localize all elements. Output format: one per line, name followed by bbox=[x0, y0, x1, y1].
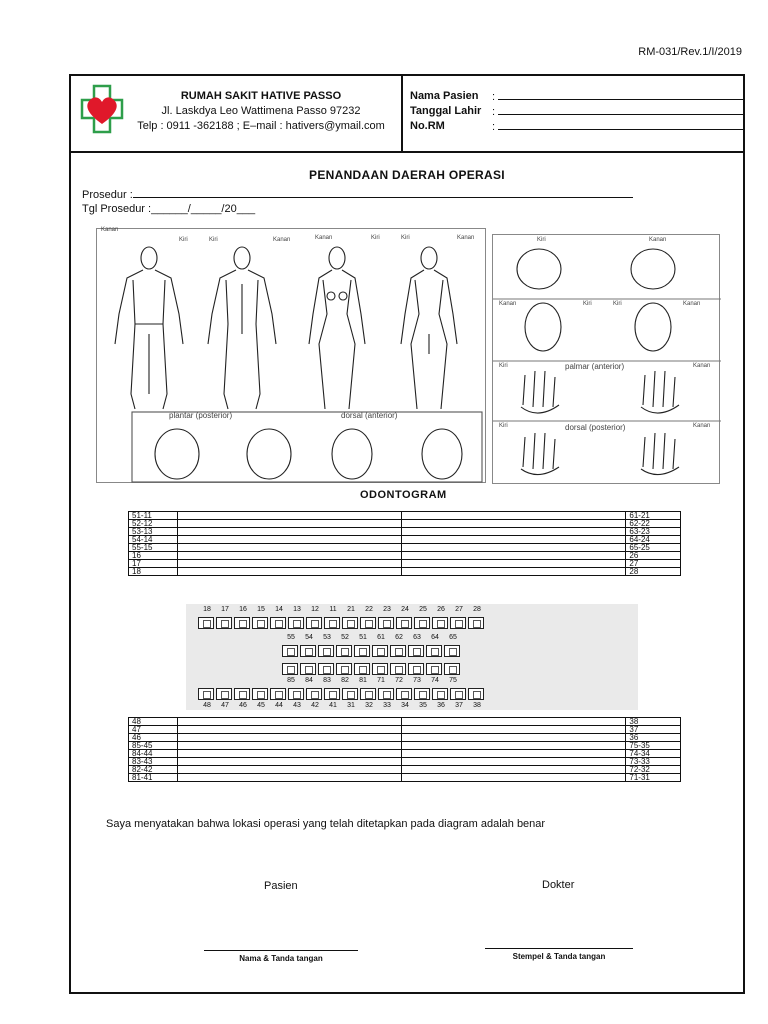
procedure-field[interactable] bbox=[82, 188, 633, 201]
tooth-31[interactable] bbox=[342, 688, 358, 700]
tooth-23[interactable] bbox=[378, 617, 394, 629]
tooth-entry-cell[interactable] bbox=[177, 528, 401, 536]
tooth-entry-cell[interactable] bbox=[402, 560, 626, 568]
tooth-code-cell: 82-42 bbox=[129, 766, 178, 774]
procedure-label: Prosedur : bbox=[82, 189, 133, 201]
tooth-number: 72 bbox=[395, 677, 403, 684]
tooth-number: 32 bbox=[365, 702, 373, 709]
document-code: RM-031/Rev.1/I/2019 bbox=[638, 46, 742, 58]
form-title: PENANDAAN DAERAH OPERASI bbox=[309, 168, 505, 182]
tooth-number: 21 bbox=[347, 606, 355, 613]
table-row bbox=[129, 774, 681, 782]
tooth-entry-cell[interactable] bbox=[177, 544, 401, 552]
tooth-entry-cell[interactable] bbox=[177, 512, 401, 520]
tooth-number: 17 bbox=[221, 606, 229, 613]
tooth-13[interactable] bbox=[288, 617, 304, 629]
tooth-number: 61 bbox=[377, 634, 385, 641]
tooth-entry-cell[interactable] bbox=[177, 718, 401, 726]
label-right: Kanan bbox=[101, 227, 119, 233]
tooth-number: 53 bbox=[323, 634, 331, 641]
tooth-14[interactable] bbox=[270, 617, 286, 629]
tooth-44[interactable] bbox=[270, 688, 286, 700]
birth-date-field[interactable] bbox=[492, 105, 744, 118]
tooth-52[interactable] bbox=[336, 645, 352, 657]
tooth-code-cell: 17 bbox=[129, 560, 178, 568]
tooth-27[interactable] bbox=[450, 617, 466, 629]
tooth-code-cell: 52-12 bbox=[129, 520, 178, 528]
label-left: Kiri bbox=[499, 363, 508, 369]
tooth-84[interactable] bbox=[300, 663, 316, 675]
tooth-41[interactable] bbox=[324, 688, 340, 700]
tooth-number: 24 bbox=[401, 606, 409, 613]
tooth-code-cell: 74-34 bbox=[626, 750, 681, 758]
tooth-code-cell: 54-14 bbox=[129, 536, 178, 544]
tooth-code-cell: 36 bbox=[626, 734, 681, 742]
doctor-signature-line[interactable] bbox=[485, 948, 633, 949]
tooth-number: 15 bbox=[257, 606, 265, 613]
tooth-64[interactable] bbox=[426, 645, 442, 657]
tooth-number: 83 bbox=[323, 677, 331, 684]
tooth-entry-cell[interactable] bbox=[177, 520, 401, 528]
tooth-38[interactable] bbox=[468, 688, 484, 700]
odontogram-title: ODONTOGRAM bbox=[360, 489, 447, 501]
tooth-number: 85 bbox=[287, 677, 295, 684]
tooth-entry-cell[interactable] bbox=[402, 742, 626, 750]
tooth-number: 42 bbox=[311, 702, 319, 709]
tooth-code-cell: 72-32 bbox=[626, 766, 681, 774]
tooth-number: 33 bbox=[383, 702, 391, 709]
patient-signature-line[interactable] bbox=[204, 950, 358, 951]
table-row bbox=[129, 742, 681, 750]
tooth-number: 37 bbox=[455, 702, 463, 709]
tooth-number: 14 bbox=[275, 606, 283, 613]
label-left: Kiri bbox=[179, 237, 188, 243]
tooth-code-cell: 28 bbox=[626, 568, 681, 576]
field-separator: : bbox=[492, 121, 496, 133]
tooth-42[interactable] bbox=[306, 688, 322, 700]
tooth-entry-cell[interactable] bbox=[177, 750, 401, 758]
tooth-code-cell: 65-25 bbox=[626, 544, 681, 552]
patient-name-label: Nama Pasien bbox=[410, 90, 479, 102]
tooth-number: 41 bbox=[329, 702, 337, 709]
table-row bbox=[129, 536, 681, 544]
tooth-81[interactable] bbox=[354, 663, 370, 675]
tooth-18[interactable] bbox=[198, 617, 214, 629]
tooth-33[interactable] bbox=[378, 688, 394, 700]
dorsal-anterior-label: dorsal (anterior) bbox=[341, 411, 398, 420]
table-row bbox=[129, 528, 681, 536]
tooth-number: 47 bbox=[221, 702, 229, 709]
tooth-26[interactable] bbox=[432, 617, 448, 629]
tooth-83[interactable] bbox=[318, 663, 334, 675]
table-row bbox=[129, 766, 681, 774]
statement: Saya menyatakan bahwa lokasi operasi yang telah ditetapkan pada diagram adalah benar bbox=[106, 818, 546, 830]
table-row bbox=[129, 512, 681, 520]
tooth-number: 16 bbox=[239, 606, 247, 613]
head-hand-diagram[interactable] bbox=[492, 234, 720, 484]
tooth-34[interactable] bbox=[396, 688, 412, 700]
label-left: Kiri bbox=[537, 237, 546, 243]
tooth-code-cell: 75-35 bbox=[626, 742, 681, 750]
tooth-entry-cell[interactable] bbox=[177, 734, 401, 742]
tooth-code-cell: 16 bbox=[129, 552, 178, 560]
tooth-28[interactable] bbox=[468, 617, 484, 629]
medical-record-field[interactable] bbox=[492, 120, 744, 133]
tooth-code-cell: 27 bbox=[626, 560, 681, 568]
tooth-entry-cell[interactable] bbox=[402, 568, 626, 576]
tooth-code-cell: 53-13 bbox=[129, 528, 178, 536]
tooth-number: 18 bbox=[203, 606, 211, 613]
palmar-label: palmar (anterior) bbox=[565, 362, 625, 371]
birth-date-label: Tanggal Lahir bbox=[410, 105, 482, 117]
tooth-entry-cell[interactable] bbox=[402, 520, 626, 528]
tooth-code-cell: 37 bbox=[626, 726, 681, 734]
tooth-number: 45 bbox=[257, 702, 265, 709]
doctor-signature-caption: Stempel & Tanda tangan bbox=[512, 952, 606, 961]
label-left: Kiri bbox=[209, 237, 218, 243]
tooth-72[interactable] bbox=[390, 663, 406, 675]
tooth-entry-cell[interactable] bbox=[402, 718, 626, 726]
tooth-number: 36 bbox=[437, 702, 445, 709]
tooth-code-cell: 81-41 bbox=[129, 774, 178, 782]
tooth-number: 48 bbox=[203, 702, 211, 709]
tooth-53[interactable] bbox=[318, 645, 334, 657]
tooth-entry-cell[interactable] bbox=[177, 568, 401, 576]
tooth-entry-cell[interactable] bbox=[402, 758, 626, 766]
tooth-number: 44 bbox=[275, 702, 283, 709]
tooth-35[interactable] bbox=[414, 688, 430, 700]
tooth-61[interactable] bbox=[372, 645, 388, 657]
tooth-code-cell: 38 bbox=[626, 718, 681, 726]
patient-label: Pasien bbox=[264, 880, 298, 892]
label-left: Kiri bbox=[583, 301, 592, 307]
tooth-21[interactable] bbox=[342, 617, 358, 629]
label-right: Kanan bbox=[273, 237, 291, 243]
hospital-name: RUMAH SAKIT HATIVE PASSO bbox=[180, 90, 342, 102]
tooth-46[interactable] bbox=[234, 688, 250, 700]
tooth-55[interactable] bbox=[282, 645, 298, 657]
tooth-number: 28 bbox=[473, 606, 481, 613]
tooth-63[interactable] bbox=[408, 645, 424, 657]
tooth-12[interactable] bbox=[306, 617, 322, 629]
hospital-contact: Telp : 0911 -362188 ; E–mail : hativers@ymail.com bbox=[137, 120, 385, 132]
body-diagram[interactable] bbox=[96, 228, 486, 483]
tooth-number: 51 bbox=[359, 634, 367, 641]
tooth-entry-cell[interactable] bbox=[177, 774, 401, 782]
label-right: Kanan bbox=[693, 363, 711, 369]
label-left: Kiri bbox=[401, 235, 410, 241]
tooth-entry-cell[interactable] bbox=[402, 750, 626, 758]
table-row bbox=[129, 750, 681, 758]
upper-teeth-table bbox=[128, 511, 681, 576]
tooth-entry-cell[interactable] bbox=[177, 742, 401, 750]
tooth-code-cell: 63-23 bbox=[626, 528, 681, 536]
tooth-code-cell: 55-15 bbox=[129, 544, 178, 552]
tooth-entry-cell[interactable] bbox=[177, 552, 401, 560]
tooth-54[interactable] bbox=[300, 645, 316, 657]
tooth-code-cell: 61-21 bbox=[626, 512, 681, 520]
table-row bbox=[129, 758, 681, 766]
tooth-entry-cell[interactable] bbox=[402, 544, 626, 552]
tooth-code-cell: 62-22 bbox=[626, 520, 681, 528]
tooth-entry-cell[interactable] bbox=[177, 536, 401, 544]
tooth-number: 55 bbox=[287, 634, 295, 641]
tooth-82[interactable] bbox=[336, 663, 352, 675]
tooth-16[interactable] bbox=[234, 617, 250, 629]
table-row bbox=[129, 734, 681, 742]
tooth-74[interactable] bbox=[426, 663, 442, 675]
tooth-number: 81 bbox=[359, 677, 367, 684]
tooth-62[interactable] bbox=[390, 645, 406, 657]
hospital-logo bbox=[80, 84, 124, 134]
tooth-code-cell: 46 bbox=[129, 734, 178, 742]
tooth-75[interactable] bbox=[444, 663, 460, 675]
tooth-number: 11 bbox=[329, 606, 337, 613]
tooth-number: 43 bbox=[293, 702, 301, 709]
tooth-number: 46 bbox=[239, 702, 247, 709]
tooth-number: 27 bbox=[455, 606, 463, 613]
tooth-number: 84 bbox=[305, 677, 313, 684]
procedure-date[interactable]: Tgl Prosedur :______/_____/20___ bbox=[82, 203, 256, 215]
tooth-number: 34 bbox=[401, 702, 409, 709]
tooth-37[interactable] bbox=[450, 688, 466, 700]
plantar-label: plantar (posterior) bbox=[169, 411, 233, 420]
table-row bbox=[129, 560, 681, 568]
tooth-number: 13 bbox=[293, 606, 301, 613]
hospital-address: Jl. Laskdya Leo Wattimena Passo 97232 bbox=[161, 105, 361, 117]
tooth-number: 52 bbox=[341, 634, 349, 641]
table-row bbox=[129, 520, 681, 528]
tooth-number: 31 bbox=[347, 702, 355, 709]
tooth-number: 73 bbox=[413, 677, 421, 684]
tooth-24[interactable] bbox=[396, 617, 412, 629]
dorsal-posterior-label: dorsal (posterior) bbox=[565, 423, 626, 432]
tooth-45[interactable] bbox=[252, 688, 268, 700]
tooth-entry-cell[interactable] bbox=[402, 528, 626, 536]
patient-name-field[interactable] bbox=[492, 90, 744, 103]
header-divider bbox=[69, 151, 745, 153]
tooth-entry-cell[interactable] bbox=[402, 536, 626, 544]
table-row bbox=[129, 726, 681, 734]
patient-signature-caption: Nama & Tanda tangan bbox=[239, 954, 323, 963]
tooth-entry-cell[interactable] bbox=[402, 512, 626, 520]
tooth-number: 63 bbox=[413, 634, 421, 641]
tooth-entry-cell[interactable] bbox=[177, 560, 401, 568]
table-row bbox=[129, 568, 681, 576]
table-row bbox=[129, 544, 681, 552]
label-right: Kanan bbox=[683, 301, 701, 307]
tooth-number: 35 bbox=[419, 702, 427, 709]
tooth-number: 82 bbox=[341, 677, 349, 684]
tooth-32[interactable] bbox=[360, 688, 376, 700]
tooth-number: 54 bbox=[305, 634, 313, 641]
tooth-85[interactable] bbox=[282, 663, 298, 675]
label-left: Kiri bbox=[613, 301, 622, 307]
tooth-15[interactable] bbox=[252, 617, 268, 629]
field-separator: : bbox=[492, 106, 496, 118]
label-right: Kanan bbox=[693, 423, 711, 429]
tooth-entry-cell[interactable] bbox=[402, 552, 626, 560]
tooth-number: 25 bbox=[419, 606, 427, 613]
tooth-code-cell: 48 bbox=[129, 718, 178, 726]
tooth-code-cell: 71-31 bbox=[626, 774, 681, 782]
tooth-code-cell: 64-24 bbox=[626, 536, 681, 544]
tooth-entry-cell[interactable] bbox=[402, 726, 626, 734]
tooth-51[interactable] bbox=[354, 645, 370, 657]
label-left: Kiri bbox=[499, 423, 508, 429]
label-right: Kanan bbox=[315, 235, 333, 241]
tooth-number: 62 bbox=[395, 634, 403, 641]
tooth-65[interactable] bbox=[444, 645, 460, 657]
tooth-number: 71 bbox=[377, 677, 385, 684]
tooth-25[interactable] bbox=[414, 617, 430, 629]
label-right: Kanan bbox=[649, 237, 667, 243]
tooth-11[interactable] bbox=[324, 617, 340, 629]
tooth-number: 65 bbox=[449, 634, 457, 641]
tooth-code-cell: 73-33 bbox=[626, 758, 681, 766]
tooth-73[interactable] bbox=[408, 663, 424, 675]
doctor-label: Dokter bbox=[542, 879, 575, 891]
medical-record-label: No.RM bbox=[410, 120, 445, 132]
tooth-code-cell: 83-43 bbox=[129, 758, 178, 766]
tooth-number: 64 bbox=[431, 634, 439, 641]
table-row bbox=[129, 718, 681, 726]
tooth-entry-cell[interactable] bbox=[402, 734, 626, 742]
tooth-code-cell: 84-44 bbox=[129, 750, 178, 758]
tooth-36[interactable] bbox=[432, 688, 448, 700]
tooth-number: 38 bbox=[473, 702, 481, 709]
tooth-code-cell: 51-11 bbox=[129, 512, 178, 520]
odontogram-chart[interactable] bbox=[186, 604, 638, 710]
tooth-47[interactable] bbox=[216, 688, 232, 700]
tooth-entry-cell[interactable] bbox=[402, 774, 626, 782]
tooth-22[interactable] bbox=[360, 617, 376, 629]
tooth-entry-cell[interactable] bbox=[177, 726, 401, 734]
tooth-number: 23 bbox=[383, 606, 391, 613]
tooth-code-cell: 26 bbox=[626, 552, 681, 560]
tooth-entry-cell[interactable] bbox=[177, 758, 401, 766]
tooth-code-cell: 85-45 bbox=[129, 742, 178, 750]
tooth-entry-cell[interactable] bbox=[177, 766, 401, 774]
tooth-number: 74 bbox=[431, 677, 439, 684]
tooth-17[interactable] bbox=[216, 617, 232, 629]
label-right: Kanan bbox=[499, 301, 517, 307]
tooth-43[interactable] bbox=[288, 688, 304, 700]
field-separator: : bbox=[492, 91, 496, 103]
tooth-number: 75 bbox=[449, 677, 457, 684]
table-row bbox=[129, 552, 681, 560]
tooth-number: 12 bbox=[311, 606, 319, 613]
label-right: Kanan bbox=[457, 235, 475, 241]
label-left: Kiri bbox=[371, 235, 380, 241]
tooth-code-cell: 47 bbox=[129, 726, 178, 734]
lower-teeth-table bbox=[128, 717, 681, 782]
tooth-48[interactable] bbox=[198, 688, 214, 700]
tooth-entry-cell[interactable] bbox=[402, 766, 626, 774]
tooth-number: 26 bbox=[437, 606, 445, 613]
tooth-number: 22 bbox=[365, 606, 373, 613]
tooth-71[interactable] bbox=[372, 663, 388, 675]
tooth-code-cell: 18 bbox=[129, 568, 178, 576]
